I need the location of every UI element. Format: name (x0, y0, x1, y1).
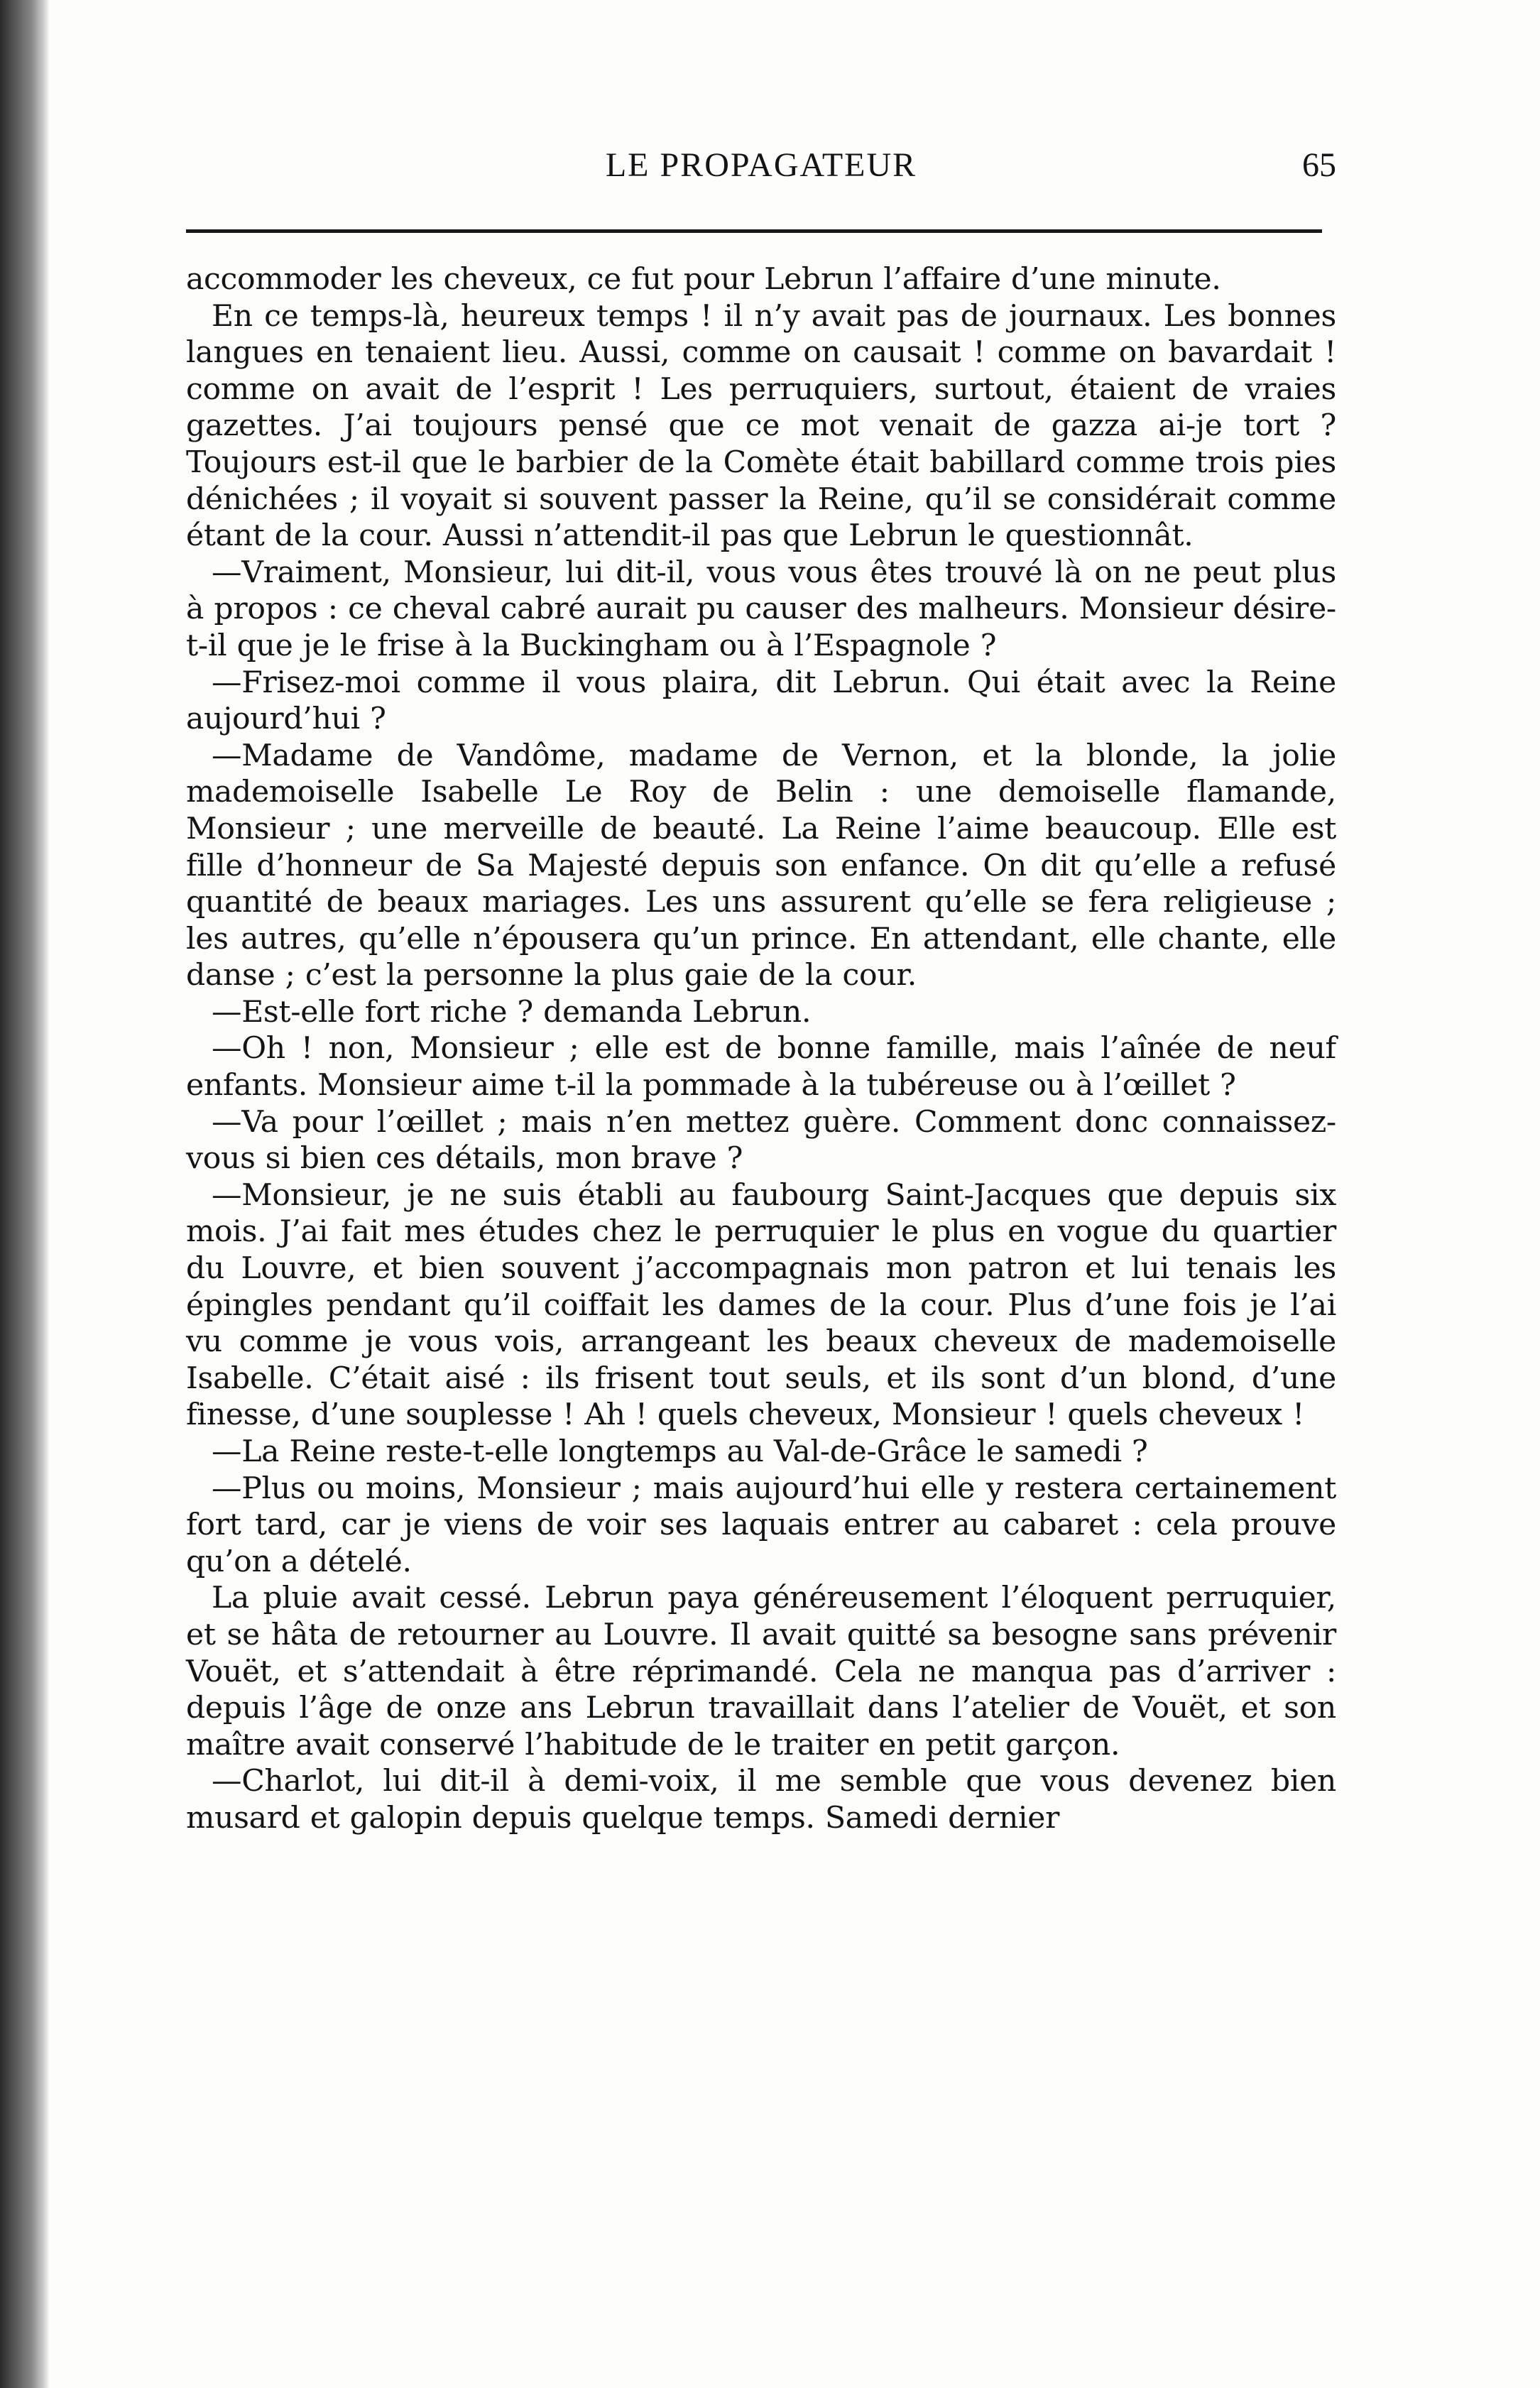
book-page (186, 146, 1336, 1837)
paragraph: —Frisez-moi comme il vous plaira, dit Lebrun. Qui était avec la Reine aujourd’hui ? (186, 665, 1336, 737)
paragraph: —Madame de Vandôme, madame de Vernon, et la blonde, la jolie mademoiselle Isabelle Le Roy de Belin : une demoiselle flamande, Monsieur ; une merveille de beauté. La Reine l’aime beaucoup. Elle est fille d’honneur de Sa Majesté depuis son enfance. On dit qu’elle a refusé quantité de beaux mariages. Les uns assurent qu’elle se fera religieuse ; les autres, qu’elle n’épousera qu’un prince. En attendant, elle chante, elle danse ; c’est la personne la plus gaie de la cour. (186, 738, 1336, 993)
header-rule (186, 229, 1322, 233)
paragraph: —Va pour l’œillet ; mais n’en mettez guère. Comment donc connaissez-vous si bien ces détails, mon brave ? (186, 1104, 1336, 1177)
running-title: LE PROPAGATEUR (605, 146, 917, 184)
running-header (186, 146, 1336, 202)
paragraph: —Oh ! non, Monsieur ; elle est de bonne famille, mais l’aînée de neuf enfants. Monsieur aime t-il la pommade à la tubéreuse ou à l’œillet ? (186, 1031, 1336, 1103)
paragraph: —Vraiment, Monsieur, lui dit-il, vous vous êtes trouvé là on ne peut plus à propos : ce cheval cabré aurait pu causer des malheurs. Monsieur désire-t-il que je le frise à la Buckingham ou à l’Espagnole ? (186, 555, 1336, 663)
paragraph: En ce temps-là, heureux temps ! il n’y avait pas de journaux. Les bonnes langues en tenaient lieu. Aussi, comme on causait ! comme on bavardait ! comme on avait de l’esprit ! Les perruquiers, surtout, étaient de vraies gazettes. J’ai toujours pensé que ce mot venait de gazza ai-je tort ? Toujours est-il que le barbier de la Comète était babillard comme trois pies dénichées ; il voyait si souvent passer la Reine, qu’il se considérait comme étant de la cour. Aussi n’attendit-il pas que Lebrun le questionnât. (186, 298, 1336, 554)
paragraph: La pluie avait cessé. Lebrun paya généreusement l’éloquent perruquier, et se hâta de retourner au Louvre. Il avait quitté sa besogne sans prévenir Vouët, et s’attendait à être réprimandé. Cela ne manqua pas d’arriver : depuis l’âge de onze ans Lebrun travaillait dans l’atelier de Vouët, et son maître avait conservé l’habitude de le traiter en petit garçon. (186, 1581, 1336, 1762)
paragraph: —La Reine reste-t-elle longtemps au Val-de-Grâce le samedi ? (212, 1434, 1148, 1469)
page-number: 65 (1302, 146, 1336, 184)
page-binding-shadow (0, 0, 50, 2388)
paragraph: —Charlot, lui dit-il à demi-voix, il me semble que vous devenez bien musard et galopin depuis quelque temps. Samedi dernier (186, 1764, 1336, 1836)
paragraph: accommoder les cheveux, ce fut pour Lebrun l’affaire d’une minute. (186, 262, 1221, 297)
paragraph: —Est-elle fort riche ? demanda Lebrun. (212, 994, 812, 1030)
paragraph: —Plus ou moins, Monsieur ; mais aujourd’hui elle y restera certainement fort tard, car je viens de voir ses laquais entrer au cabaret : cela prouve qu’on a dételé. (186, 1471, 1336, 1579)
paragraph: —Monsieur, je ne suis établi au faubourg Saint-Jacques que depuis six mois. J’ai fait mes études chez le perruquier le plus en vogue du quartier du Louvre, et bien souvent j’accompagnais mon patron et lui tenais les épingles pendant qu’il coiffait les dames de la cour. Plus d’une fois je l’ai vu comme je vous vois, arrangeant les beaux cheveux de mademoiselle Isabelle. C’était aisé : ils frisent tout seuls, et ils sont d’un blond, d’une finesse, d’une souplesse ! Ah ! quels cheveux, Monsieur ! quels cheveux ! (186, 1177, 1336, 1433)
body-text (186, 261, 1336, 1837)
